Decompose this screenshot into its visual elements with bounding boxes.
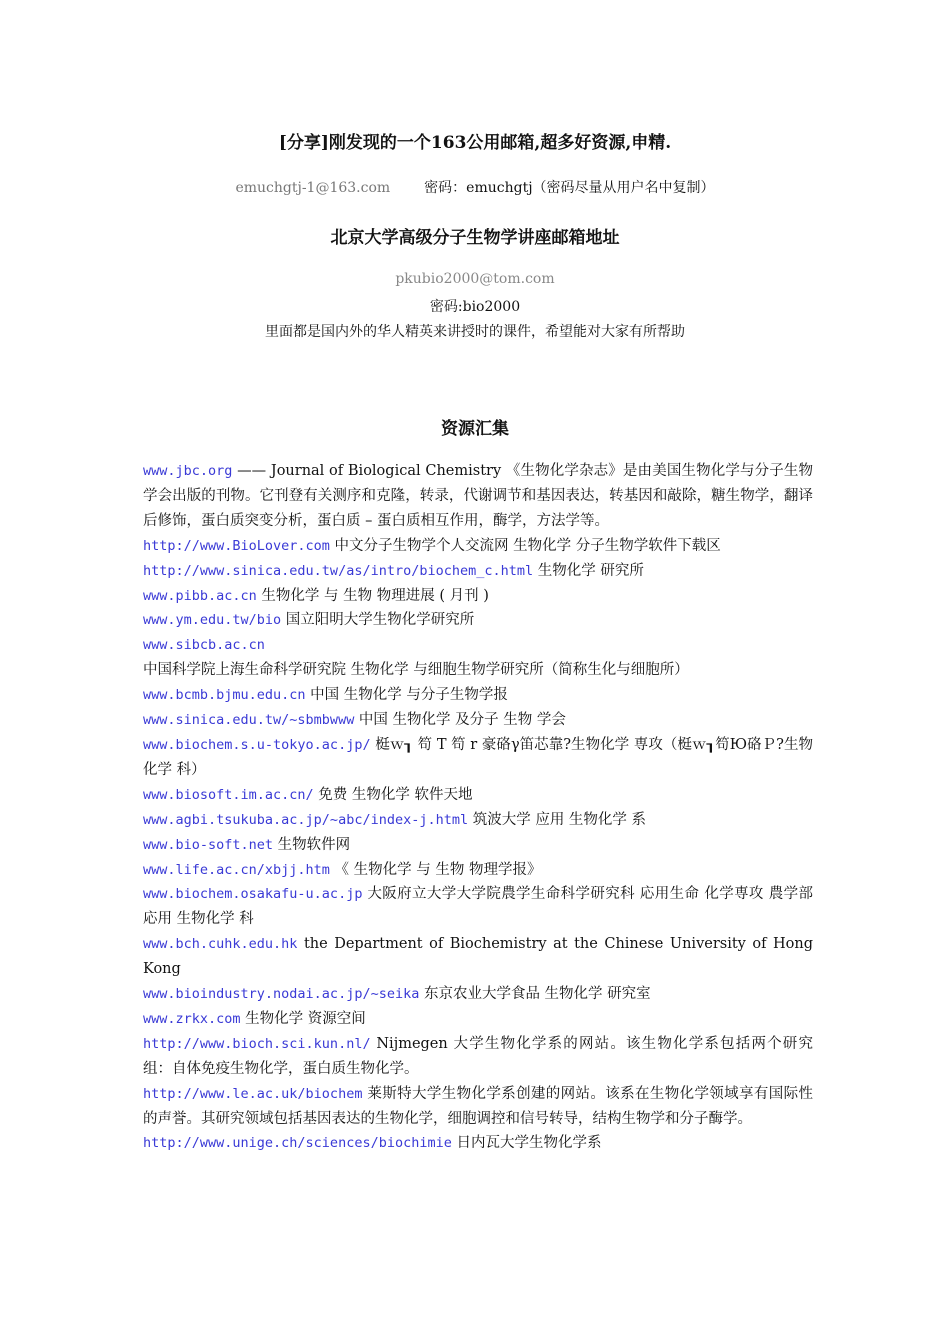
pku-password: 密码:bio2000 — [429, 299, 521, 315]
resource-link[interactable]: www.jbc.org — [143, 463, 233, 479]
resource-link[interactable]: www.bio-soft.net — [143, 836, 274, 853]
resource-entry — [143, 608, 813, 633]
resource-entry — [143, 783, 813, 808]
resource-link[interactable]: www.life.ac.cn/xbjj.htm — [143, 861, 330, 878]
resource-link[interactable]: http://www.unige.ch/sciences/biochimie — [143, 1135, 452, 1152]
resource-link[interactable]: www.sibcb.ac.cn — [143, 637, 265, 654]
resource-entry — [143, 733, 813, 783]
resource-description: Nijmegen 大学生物化学系的网站。该生物化学系包括两个研究组：自体免疫生物化学，蛋白质生物化学。 — [143, 1035, 813, 1077]
resource-description: 生物化学 资源空间 — [240, 1010, 366, 1027]
resource-link[interactable]: http://www.le.ac.uk/biochem — [143, 1085, 363, 1102]
account-line — [0, 177, 950, 197]
post-title: [分享]刚发现的一个163公用邮箱,超多好资源,申精. — [278, 133, 672, 153]
resource-description: 中文分子生物学个人交流网 生物化学 分子生物学软件下载区 — [329, 537, 721, 554]
account-email[interactable]: emuchgtj-1@163.com — [235, 180, 391, 196]
resource-description: 中国 生物化学 及分子 生物 学会 — [354, 712, 566, 729]
resource-description: 免费 生物化学 软件天地 — [313, 786, 473, 803]
resource-entry — [143, 808, 813, 833]
resource-entry — [143, 1032, 813, 1082]
pku-heading: 北京大学高级分子生物学讲座邮箱地址 — [330, 228, 620, 248]
resource-description: —— Journal of Biological Chemistry 《生物化学杂志》是由美国生物化学与分子生物学会出版的刊物。它刊登有关测序和克隆，转录，代谢调节和基因表达，转基因和敲除，糖生物学，翻译后修饰，蛋白质突变分析，蛋白质 – 蛋白质相互作用，酶学，方法学等。 — [143, 463, 813, 529]
resource-entry — [143, 584, 813, 609]
resource-description: 东京农业大学食品 生物化学 研究室 — [419, 986, 651, 1003]
resource-description: the Department of Biochemistry at the Chinese University of Hong Kong — [143, 936, 813, 978]
resource-entry — [143, 932, 813, 982]
resource-entry — [143, 1007, 813, 1032]
resource-description: 生物化学 研究所 — [533, 562, 644, 579]
resource-link[interactable]: http://www.BioLover.com — [143, 537, 330, 554]
pku-email[interactable]: pkubio2000@tom.com — [395, 271, 555, 287]
resource-entry — [143, 1131, 813, 1156]
resource-entry — [143, 459, 813, 534]
resource-description: 生物化学 与 生物 物理进展 ( 月刊 ) — [256, 587, 489, 604]
pku-description: 里面都是国内外的华人精英来讲授时的课件，希望能对大家有所帮助 — [265, 324, 685, 340]
resource-link[interactable]: http://www.bioch.sci.kun.nl/ — [143, 1035, 371, 1052]
resource-entry — [143, 833, 813, 858]
resource-link[interactable]: http://www.sinica.edu.tw/as/intro/biochem_c.html — [143, 562, 534, 579]
resource-description: 生物软件网 — [273, 836, 351, 853]
resource-description: 筑波大学 应用 生物化学 系 — [468, 811, 647, 828]
resource-description: 大阪府立大学大学院農学生命科学研究科 応用生命 化学専攻 農学部応用 生物化学 科 — [143, 886, 813, 928]
resource-description: 梃ｗ┒ 笱 T 笱 r 豪硌γ笛芯靠?生物化学 専攻（梃ｗ┒笱Ю硌Ｐ?生物化学 科） — [143, 736, 813, 778]
resource-description: 中国 生物化学 与分子生物学报 — [305, 687, 508, 704]
resource-link[interactable]: www.agbi.tsukuba.ac.jp/~abc/index-j.html — [143, 811, 469, 828]
resource-description: 国立阳明大学生物化学研究所 — [281, 612, 475, 629]
resource-entry — [143, 882, 813, 932]
resource-link[interactable]: www.zrkx.com — [143, 1010, 241, 1027]
resource-description: 莱斯特大学生物化学系创建的网站。该系在生物化学领域享有国际性的声誉。其研究领域包括基因表达的生物化学，细胞调控和信号转导，结构生物学和分子酶学。 — [143, 1085, 813, 1127]
resource-link[interactable]: www.pibb.ac.cn — [143, 587, 257, 604]
resource-link[interactable]: www.bcmb.bjmu.edu.cn — [143, 687, 306, 704]
resource-entry — [143, 858, 813, 883]
resource-description: 中国科学院上海生命科学研究院 生物化学 与细胞生物学研究所（简称生化与细胞所） — [143, 662, 689, 679]
resource-entry — [143, 1082, 813, 1132]
resource-link[interactable]: www.sinica.edu.tw/~sbmbwww — [143, 712, 355, 729]
resource-link[interactable]: www.biosoft.im.ac.cn/ — [143, 786, 314, 803]
resource-entry — [143, 534, 813, 559]
resource-link[interactable]: www.ym.edu.tw/bio — [143, 612, 282, 629]
resource-entry — [143, 708, 813, 733]
resource-entry — [143, 559, 813, 584]
resources-heading: 资源汇集 — [441, 419, 509, 439]
resource-description: 日内瓦大学生物化学系 — [451, 1135, 602, 1152]
resource-entry — [143, 982, 813, 1007]
resource-link[interactable]: www.biochem.osakafu-u.ac.jp — [143, 886, 363, 903]
resource-entry — [143, 683, 813, 708]
resource-entry — [143, 633, 813, 683]
resource-link[interactable]: www.bch.cuhk.edu.hk — [143, 936, 298, 953]
resource-description: 《 生物化学 与 生物 物理学报》 — [329, 861, 542, 878]
resource-link[interactable]: www.bioindustry.nodai.ac.jp/~seika — [143, 986, 420, 1003]
resource-list — [143, 459, 813, 1156]
account-password: 密码：emuchgtj（密码尽量从用户名中复制） — [424, 180, 715, 196]
resource-link[interactable]: www.biochem.s.u-tokyo.ac.jp/ — [143, 736, 371, 753]
